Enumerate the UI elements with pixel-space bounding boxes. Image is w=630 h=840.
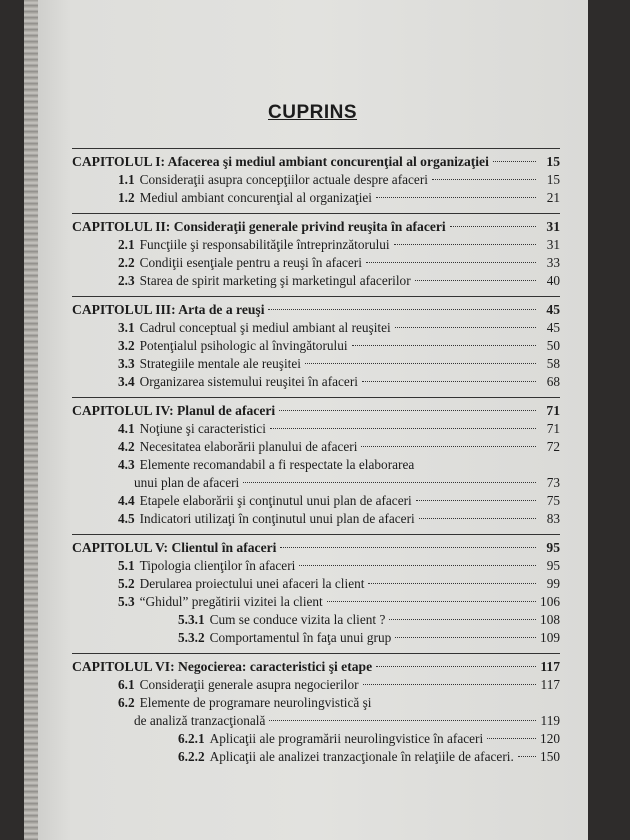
toc-chapter-entry: [72, 296, 560, 319]
toc-entry-label: Cadrul conceptual şi mediul ambiant al reuşitei: [139, 320, 391, 335]
toc-section-entry: [72, 557, 560, 575]
toc-entry-label: Elemente recomandabil a fi respectate la elaborarea: [139, 457, 415, 472]
dot-leader: [389, 619, 536, 620]
dot-leader: [362, 381, 536, 382]
toc-page-number: 75: [546, 493, 560, 508]
toc-page-number: 73: [546, 475, 560, 490]
toc-entry-label: Tipologia clienţilor în afaceri: [139, 558, 296, 573]
toc-section-entry: [72, 272, 560, 290]
toc-page-number: 150: [540, 749, 560, 764]
toc-page-number: 71: [546, 421, 560, 436]
toc-entry-label: unui plan de afaceri: [134, 475, 240, 490]
dot-leader: [270, 428, 536, 429]
dot-leader: [299, 565, 536, 566]
toc-page-number: 45: [546, 302, 560, 317]
dot-leader: [269, 720, 536, 721]
toc-entry-number: 6.1: [118, 677, 135, 692]
toc-page-number: 120: [540, 731, 560, 746]
dot-leader: [327, 601, 536, 602]
toc-entry-number: 1.1: [118, 172, 135, 187]
toc-entry-number: 6.2: [118, 695, 135, 710]
toc-chapter-entry: [72, 213, 560, 236]
dot-leader: [395, 327, 536, 328]
toc-entry-label: Comportamentul în faţa unui grup: [209, 630, 392, 645]
toc-entry-label: “Ghidul” pregătirii vizitei la client: [139, 594, 323, 609]
dot-leader: [487, 738, 536, 739]
toc-entry-number: 5.3.1: [178, 612, 205, 627]
toc-page-number: 40: [546, 273, 560, 288]
toc-entry-label: Aplicaţii ale analizei tranzacţionale în relaţiile de afaceri.: [209, 749, 514, 764]
dot-leader: [415, 280, 536, 281]
dot-leader: [268, 309, 536, 310]
toc-section-entry: [72, 236, 560, 254]
toc-entry-label: CAPITOLUL II: Consideraţii generale privind reuşita în afaceri: [72, 219, 446, 234]
toc-section-entry: [72, 254, 560, 272]
toc-page-number: 117: [540, 677, 560, 692]
toc-page-number: 119: [540, 713, 560, 728]
toc-page-number: 31: [546, 237, 560, 252]
toc-section-entry: [72, 373, 560, 391]
toc-entry-number: 2.3: [118, 273, 135, 288]
toc-entry-label: Derularea proiectului unei afaceri la client: [139, 576, 365, 591]
toc-entry-label: Indicatori utilizaţi în conţinutul unui plan de afaceri: [139, 511, 415, 526]
toc-page-number: 106: [540, 594, 560, 609]
toc-entry-number: 4.5: [118, 511, 135, 526]
dot-leader: [376, 666, 536, 667]
toc-section-entry: [72, 593, 560, 611]
dot-leader: [366, 262, 536, 263]
toc-section-entry: [72, 510, 560, 528]
toc-chapter-entry: [72, 534, 560, 557]
toc-entry-label: Elemente de programare neurolingvistică şi: [139, 695, 372, 710]
dot-leader: [352, 345, 536, 346]
dot-leader: [432, 179, 536, 180]
toc-entry-label: Funcţiile şi responsabilităţile întreprinzătorului: [139, 237, 390, 252]
toc-entry-number: 1.2: [118, 190, 135, 205]
toc-entry-label: Cum se conduce vizita la client ?: [209, 612, 386, 627]
toc-entry-label: CAPITOLUL VI: Negocierea: caracteristici şi etape: [72, 659, 373, 674]
toc-entry-label: Noţiune şi caracteristici: [139, 421, 266, 436]
toc-section-entry: [72, 420, 560, 438]
toc-entry-number: 5.1: [118, 558, 135, 573]
toc-entry-label: Consideraţii generale asupra negocierilor: [139, 677, 359, 692]
dot-leader: [363, 684, 536, 685]
toc-section-entry: [72, 694, 560, 712]
toc-entry-label: Organizarea sistemului reuşitei în afaceri: [139, 374, 358, 389]
toc-entry-number: 3.2: [118, 338, 135, 353]
toc-entry-label: de analiză tranzacţională: [134, 713, 266, 728]
toc-page-number: 21: [546, 190, 560, 205]
toc-page-number: 72: [546, 439, 560, 454]
toc-page-number: 58: [546, 356, 560, 371]
toc-chapter-entry: [72, 148, 560, 171]
toc-page-number: 33: [546, 255, 560, 270]
toc-page-number: 99: [546, 576, 560, 591]
toc-section-entry: [72, 748, 560, 766]
toc-page-number: 15: [546, 172, 560, 187]
dot-leader: [305, 363, 536, 364]
toc-entry-number: 3.4: [118, 374, 135, 389]
toc-page-number: 31: [546, 219, 560, 234]
toc-section-entry: [72, 438, 560, 456]
toc-page-number: 95: [546, 540, 560, 555]
dot-leader: [376, 197, 536, 198]
dot-leader: [280, 547, 536, 548]
toc-page-number: 109: [540, 630, 560, 645]
toc-entry-label: CAPITOLUL IV: Planul de afaceri: [72, 403, 276, 418]
toc-entry-label: Condiţii esenţiale pentru a reuşi în afaceri: [139, 255, 362, 270]
toc-entry-number: 2.1: [118, 237, 135, 252]
toc-chapter-entry: [72, 653, 560, 676]
toc-entry-label: Etapele elaborării şi conţinutul unui plan de afaceri: [139, 493, 412, 508]
toc-section-entry: [72, 189, 560, 207]
toc-entry-label: CAPITOLUL V: Clientul în afaceri: [72, 540, 277, 555]
book-spine: [24, 0, 38, 840]
toc-section-entry: [72, 629, 560, 647]
toc-section-entry: [72, 355, 560, 373]
dot-leader: [395, 637, 536, 638]
toc-entry-number: 5.3.2: [178, 630, 205, 645]
toc-section-entry: [72, 171, 560, 189]
toc-page-number: 68: [546, 374, 560, 389]
dot-leader: [416, 500, 536, 501]
toc-page-number: 108: [540, 612, 560, 627]
toc-entry-number: 2.2: [118, 255, 135, 270]
toc-entry-label: CAPITOLUL I: Afacerea şi mediul ambiant concurenţial al organizaţiei: [72, 154, 489, 169]
toc-entry-number: 6.2.2: [178, 749, 205, 764]
toc-entry-label: Mediul ambiant concurenţial al organizaţiei: [139, 190, 372, 205]
dot-leader: [518, 756, 536, 757]
toc-page-number: 83: [546, 511, 560, 526]
toc-entry-number: 3.3: [118, 356, 135, 371]
dot-leader: [394, 244, 536, 245]
toc-entry-number: 4.4: [118, 493, 135, 508]
toc-page-number: 15: [546, 154, 560, 169]
toc-entry-number: 6.2.1: [178, 731, 205, 746]
toc-entry-number: 4.2: [118, 439, 135, 454]
toc-section-entry: [72, 730, 560, 748]
toc-entry-number: 5.3: [118, 594, 135, 609]
toc-page-number: 45: [546, 320, 560, 335]
toc-section-entry: [72, 492, 560, 510]
toc-entry-label: Consideraţii asupra concepţiilor actuale despre afaceri: [139, 172, 428, 187]
toc-entry-number: 4.3: [118, 457, 135, 472]
toc-section-entry: [72, 337, 560, 355]
toc-page-number: 95: [546, 558, 560, 573]
toc-section-entry: [72, 474, 560, 492]
toc-section-entry: [72, 676, 560, 694]
table-of-contents: [72, 148, 560, 766]
toc-section-entry: [72, 611, 560, 629]
toc-section-entry: [72, 575, 560, 593]
toc-page-number: 50: [546, 338, 560, 353]
dot-leader: [419, 518, 536, 519]
dot-leader: [361, 446, 536, 447]
toc-entry-number: 4.1: [118, 421, 135, 436]
dot-leader: [450, 226, 536, 227]
toc-page-number: 117: [540, 659, 560, 674]
toc-section-entry: [72, 456, 560, 474]
toc-entry-label: Strategiile mentale ale reuşitei: [139, 356, 301, 371]
toc-section-entry: [72, 319, 560, 337]
toc-chapter-entry: [72, 397, 560, 420]
toc-entry-label: CAPITOLUL III: Arta de a reuşi: [72, 302, 265, 317]
dot-leader: [243, 482, 536, 483]
toc-page-number: 71: [546, 403, 560, 418]
toc-entry-number: 5.2: [118, 576, 135, 591]
toc-entry-label: Potenţialul psihologic al învingătorului: [139, 338, 348, 353]
dot-leader: [493, 161, 536, 162]
toc-entry-label: Starea de spirit marketing şi marketingul afacerilor: [139, 273, 411, 288]
toc-entry-label: Necesitatea elaborării planului de afaceri: [139, 439, 358, 454]
toc-entry-label: Aplicaţii ale programării neurolingvistice în afaceri: [209, 731, 484, 746]
toc-section-entry: [72, 712, 560, 730]
dot-leader: [368, 583, 536, 584]
toc-entry-number: 3.1: [118, 320, 135, 335]
dot-leader: [279, 410, 536, 411]
page-title: CUPRINS: [268, 102, 358, 123]
